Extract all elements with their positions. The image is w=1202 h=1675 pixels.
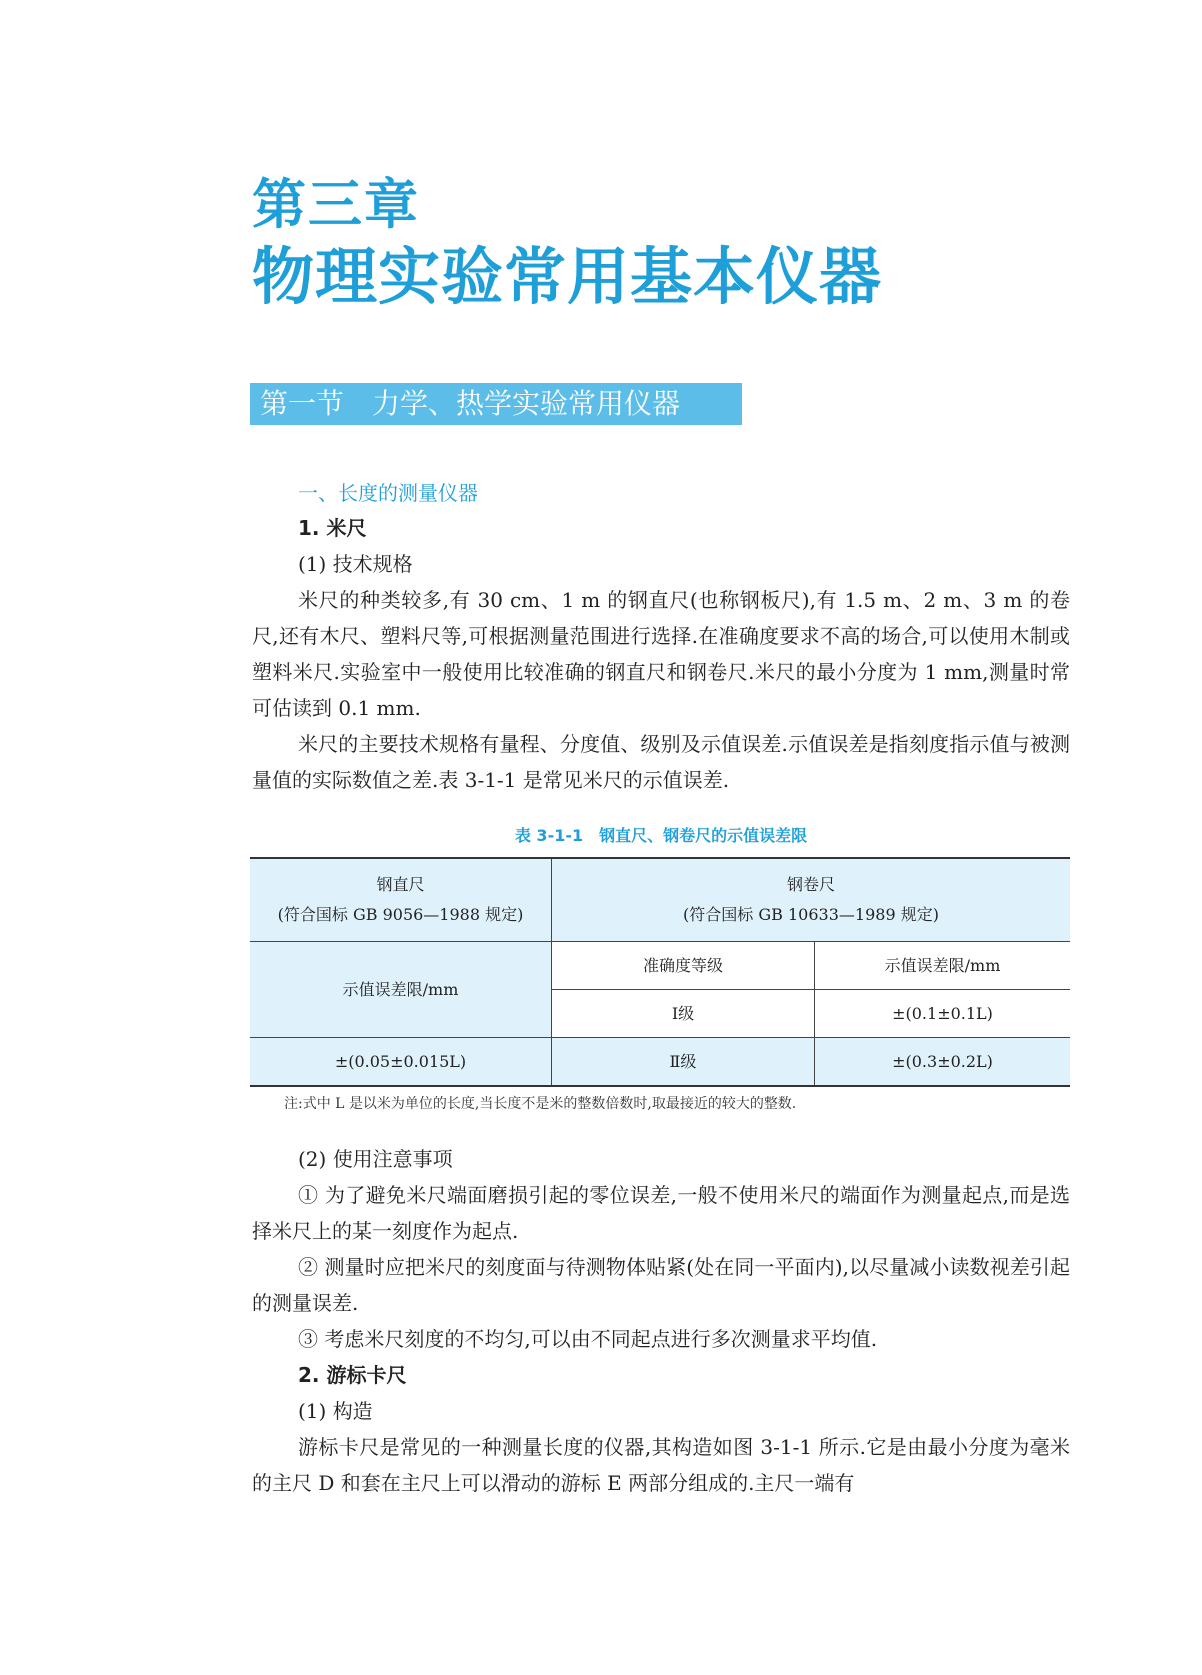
part1-para1: 米尺的种类较多,有 30 cm、1 m 的钢直尺(也称钢板尺),有 1.5 m、2 m、3 m 的卷尺,还有木尺、塑料尺等,可根据测量范围进行选择.在准确度要求不高的场合,可以使用木制或塑料米尺.实验室中一般使用比较准确的钢直尺和钢卷尺.米尺的最小分度为 1 mm,测量时常可估读到 0.1 mm.	[252, 588, 1070, 720]
grade1-error-cell: ±(0.1±0.1L)	[815, 990, 1071, 1038]
part2-sub1: (1) 构造	[298, 1399, 373, 1423]
row-label-error: 示值误差限/mm	[250, 942, 552, 1038]
part1b-sub2: (2) 使用注意事项	[298, 1147, 453, 1171]
subsection-heading: 一、长度的测量仪器	[298, 481, 478, 505]
part1b-text	[252, 1141, 1070, 1501]
table-header-row	[250, 858, 1070, 942]
part1-para2: 米尺的主要技术规格有量程、分度值、级别及示值误差.示值误差是指刻度指示值与被测量值的实际数值之差.表 3-1-1 是常见米尺的示值误差.	[252, 732, 1070, 792]
col-grade-header: 准确度等级	[552, 942, 815, 990]
note-item-2: ② 测量时应把米尺的刻度面与待测物体贴紧(处在同一平面内),以尽量减小读数视差引起的测量误差.	[252, 1255, 1070, 1315]
error-limit-table	[250, 857, 1070, 1087]
header-steel-tape: 钢卷尺 (符合国标 GB 10633—1989 规定)	[552, 858, 1071, 942]
header-steel-rule: 钢直尺 (符合国标 GB 9056—1988 规定)	[250, 858, 552, 942]
section-banner: 第一节 力学、热学实验常用仪器	[250, 383, 742, 425]
table-note: 注:式中 L 是以米为单位的长度,当长度不是米的整数倍数时,取最接近的较大的整数.	[284, 1096, 797, 1112]
grade2-error-cell: ±(0.3±0.2L)	[815, 1038, 1071, 1087]
chapter-number: 第三章	[252, 173, 420, 236]
part2-heading: 2. 游标卡尺	[298, 1363, 407, 1387]
part2-para1: 游标卡尺是常见的一种测量长度的仪器,其构造如图 3-1-1 所示.它是由最小分度为毫米的主尺 D 和套在主尺上可以滑动的游标 E 两部分组成的.主尺一端有	[252, 1435, 1070, 1495]
steel-error-cell: ±(0.05±0.015L)	[250, 1038, 552, 1087]
part1-heading: 1. 米尺	[298, 516, 367, 540]
table-caption: 表 3-1-1 钢直尺、钢卷尺的示值误差限	[514, 826, 808, 845]
part1-text	[252, 510, 1070, 798]
note-item-3: ③ 考虑米尺刻度的不均匀,可以由不同起点进行多次测量求平均值.	[298, 1327, 878, 1351]
grade1-cell: Ⅰ级	[552, 990, 815, 1038]
table-row	[250, 942, 1070, 990]
table-row	[250, 1038, 1070, 1087]
part1-sub1: (1) 技术规格	[298, 552, 413, 576]
grade2-cell: Ⅱ级	[552, 1038, 815, 1087]
note-item-1: ① 为了避免米尺端面磨损引起的零位误差,一般不使用米尺的端面作为测量起点,而是选择米尺上的某一刻度作为起点.	[252, 1183, 1070, 1243]
chapter-title: 物理实验常用基本仪器	[252, 240, 883, 313]
chapter-heading	[252, 173, 883, 313]
col-error-header: 示值误差限/mm	[815, 942, 1071, 990]
